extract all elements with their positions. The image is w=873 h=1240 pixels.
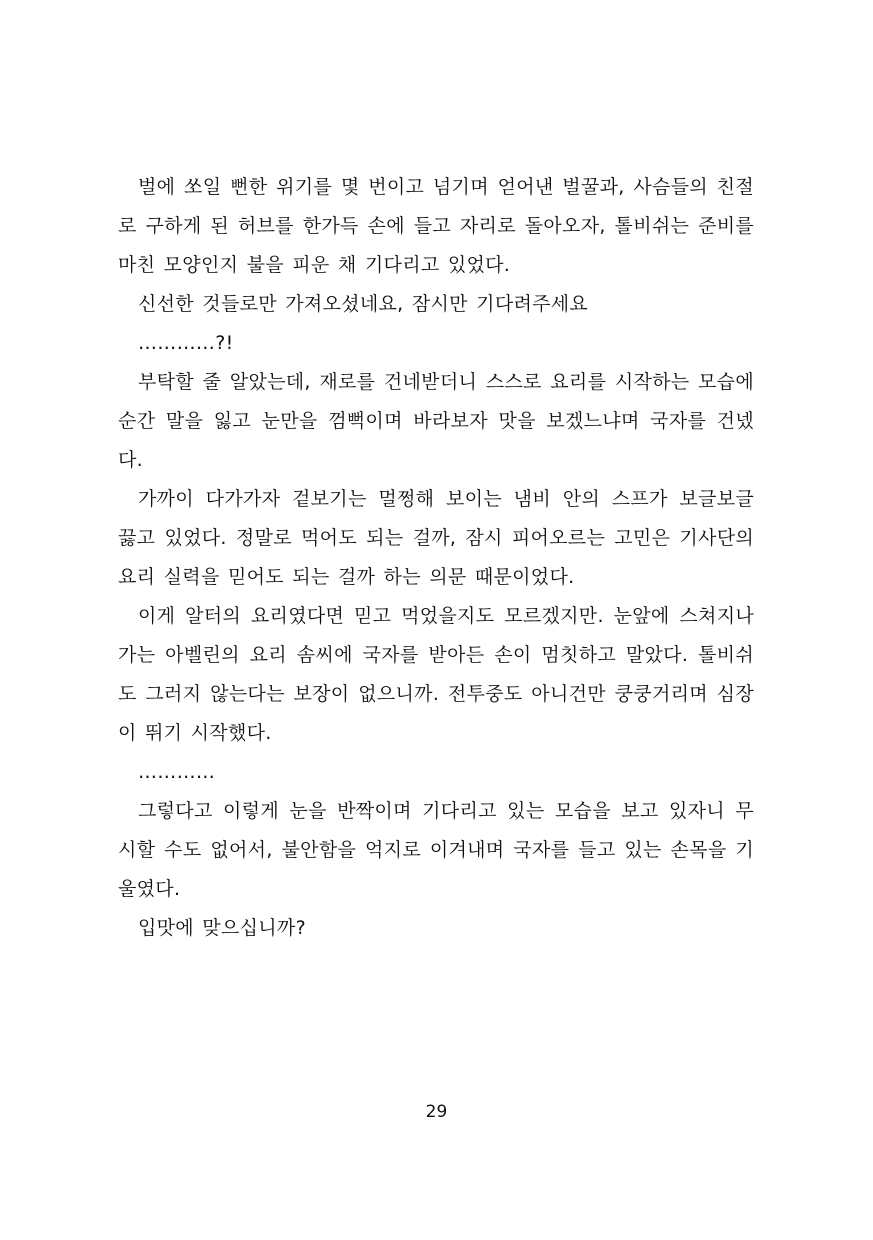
paragraph-1: 벌에 쏘일 뻔한 위기를 몇 번이고 넘기며 얻어낸 벌꿀과, 사슴들의 친절로 구하게 된 허브를 한가득 손에 들고 자리로 돌아오자, 톨비쉬는 준비를 마친 모양인지 불을 피운 채 기다리고 있었다.	[118, 176, 754, 276]
paragraph-8: 그렇다고 이렇게 눈을 반짝이며 기다리고 있는 모습을 보고 있자니 무시할 수도 없어서, 불안함을 억지로 이겨내며 국자를 들고 있는 손목을 기울였다.	[118, 800, 754, 900]
page-number: 29	[425, 1102, 448, 1122]
page-body-text	[118, 168, 754, 948]
paragraph-4: 부탁할 줄 알았는데, 재로를 건네받더니 스스로 요리를 시작하는 모습에 순간 말을 잃고 눈만을 껌뻑이며 바라보자 맛을 보겠느냐며 국자를 건넸다.	[118, 371, 754, 471]
paragraph-7-ellipsis: …………	[138, 761, 216, 783]
paragraph-6: 이게 알터의 요리였다면 믿고 먹었을지도 모르겠지만. 눈앞에 스쳐지나가는 아벨린의 요리 솜씨에 국자를 받아든 손이 멈칫하고 말았다. 톨비쉬도 그러지 않는다는 보장이 없으니까. 전투중도 아니건만 쿵쿵거리며 심장이 뛰기 시작했다.	[118, 605, 754, 744]
paragraph-5: 가까이 다가가자 겉보기는 멀쩡해 보이는 냄비 안의 스프가 보글보글 끓고 있었다. 정말로 먹어도 되는 걸까, 잠시 피어오르는 고민은 기사단의 요리 실력을 믿어도 되는 걸까 하는 의문 때문이었다.	[118, 488, 754, 588]
paragraph-3-ellipsis: …………?!	[138, 332, 234, 354]
paragraph-2-dialogue: 신선한 것들로만 가져오셨네요, 잠시만 기다려주세요	[138, 293, 589, 315]
paragraph-9-dialogue: 입맛에 맞으십니까?	[138, 917, 306, 939]
